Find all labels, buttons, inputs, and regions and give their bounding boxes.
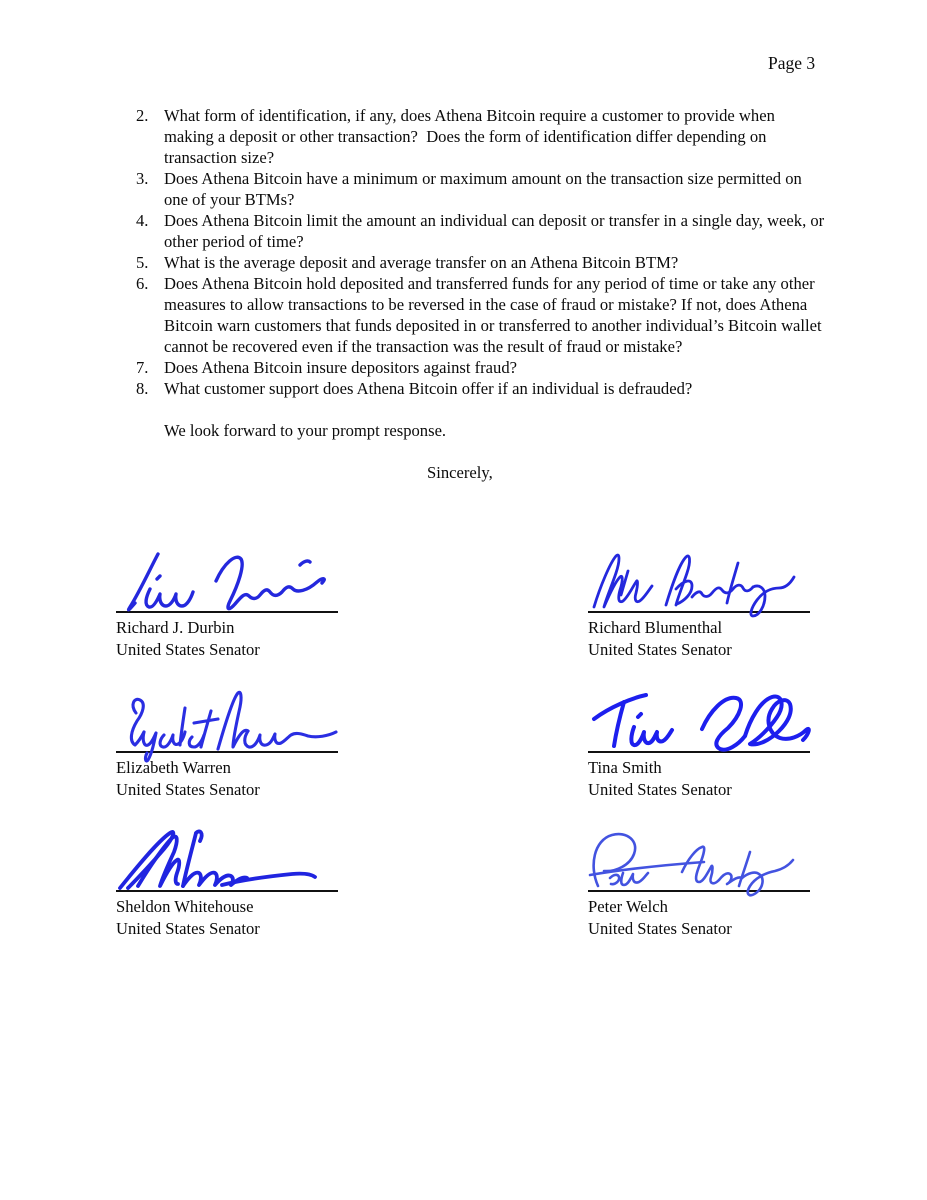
signer-title: United States Senator [588, 640, 732, 659]
signature-ink-tina-smith [586, 689, 814, 763]
signature-ink-sheldon-whitehouse [114, 828, 342, 902]
signer-name: Richard J. Durbin [116, 618, 235, 637]
question-item-8 [136, 378, 828, 399]
question-number: 4. [136, 211, 149, 230]
signature-art [116, 832, 338, 890]
question-number: 7. [136, 358, 149, 377]
signer-name: Tina Smith [588, 758, 662, 777]
question-number: 5. [136, 253, 149, 272]
question-text: Does Athena Bitcoin limit the amount an individual can deposit or transfer in a single day, week, or other period of time? [164, 211, 829, 251]
question-number: 3. [136, 169, 149, 188]
signature-block-whitehouse [116, 832, 338, 940]
signer-title: United States Senator [116, 919, 260, 938]
signature-art [116, 693, 338, 751]
closing-line: We look forward to your prompt response. [164, 421, 447, 440]
signature-block-welch [588, 832, 810, 940]
letter-body [136, 105, 828, 483]
question-text: What customer support does Athena Bitcoin offer if an individual is defrauded? [164, 379, 693, 398]
question-item-6 [136, 273, 828, 357]
signature-ink-peter-welch [586, 828, 814, 902]
question-item-2 [136, 105, 828, 168]
question-text: What form of identification, if any, does Athena Bitcoin require a customer to provide when making a deposit or other transaction? Does the form of identification differ depending on transaction size? [164, 106, 780, 167]
signature-ink-richard-j-durbin [114, 549, 342, 623]
signer-name: Elizabeth Warren [116, 758, 231, 777]
page-number: Page 3 [768, 53, 816, 73]
signer-name: Sheldon Whitehouse [116, 897, 254, 916]
signature-art [588, 553, 810, 611]
signature-block-durbin [116, 553, 338, 661]
valediction: Sincerely, [427, 463, 493, 482]
signature-art [116, 553, 338, 611]
question-text: Does Athena Bitcoin insure depositors against fraud? [164, 358, 517, 377]
question-text: Does Athena Bitcoin hold deposited and transferred funds for any period of time or take any other measures to allow transactions to be reversed in the case of fraud or mistake? If not, does Athena Bitcoin warn customers that funds deposited in or transferred to another individual’s Bitcoin wallet cannot be recovered even if the transaction was the result of fraud or mistake? [164, 274, 826, 356]
signature-block-blumenthal [588, 553, 810, 661]
signer-title: United States Senator [116, 640, 260, 659]
signer-title: United States Senator [116, 780, 260, 799]
question-item-5 [136, 252, 828, 273]
signature-ink-richard-blumenthal [586, 549, 814, 623]
question-number: 8. [136, 379, 149, 398]
question-number: 6. [136, 274, 149, 293]
signature-art [588, 832, 810, 890]
signature-block-warren [116, 693, 338, 801]
question-item-3 [136, 168, 828, 210]
question-text: Does Athena Bitcoin have a minimum or maximum amount on the transaction size permitted on one of your BTMs? [164, 169, 806, 209]
signature-block-smith [588, 693, 810, 801]
question-text: What is the average deposit and average transfer on an Athena Bitcoin BTM? [164, 253, 679, 272]
question-item-4 [136, 210, 828, 252]
signature-ink-elizabeth-warren [114, 689, 342, 763]
question-number: 2. [136, 106, 149, 125]
question-item-7 [136, 357, 828, 378]
signer-name: Richard Blumenthal [588, 618, 723, 637]
signer-title: United States Senator [588, 780, 732, 799]
signer-title: United States Senator [588, 919, 732, 938]
signer-name: Peter Welch [588, 897, 668, 916]
signature-art [588, 693, 810, 751]
